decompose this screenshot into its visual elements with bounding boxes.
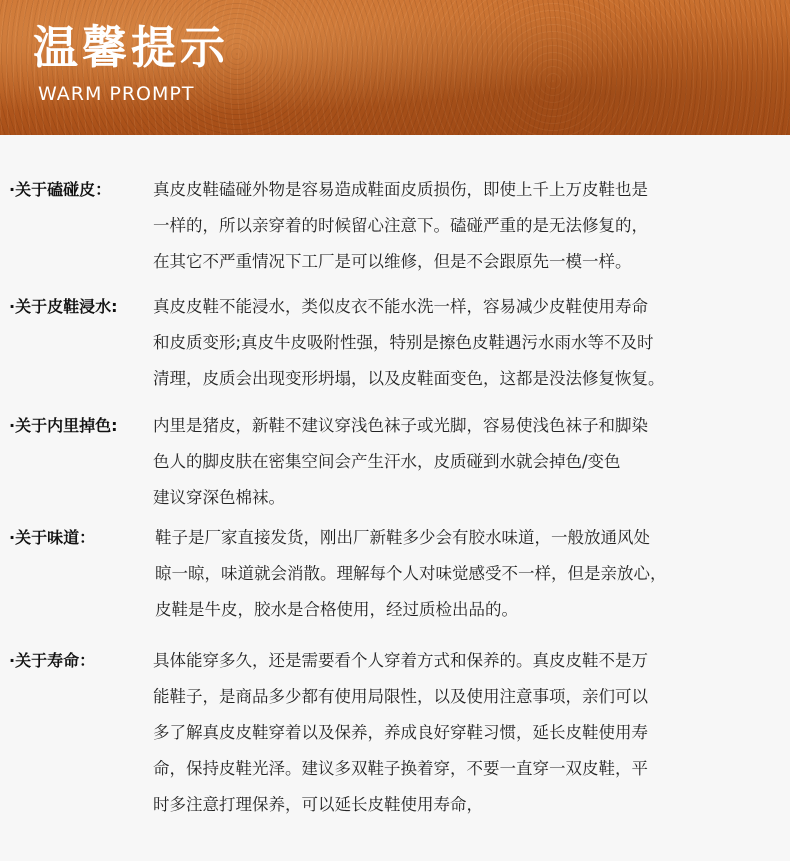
body-line: 建议穿深色棉袜。	[153, 488, 285, 507]
body-line: 命，保持皮鞋光泽。建议多双鞋子换着穿，不要一直穿一双皮鞋，平	[153, 759, 648, 778]
body-line: 皮鞋是牛皮，胶水是合格使用，经过质检出品的。	[155, 600, 518, 619]
section-body	[153, 643, 763, 823]
section-body	[155, 520, 765, 628]
body-line: 在其它不严重情况下工厂是可以维修，但是不会跟原先一模一样。	[153, 252, 632, 271]
section-label: ·关于寿命：	[9, 651, 96, 670]
section-body	[153, 408, 763, 516]
header-banner	[0, 0, 790, 135]
section-label: ·关于味道：	[9, 528, 96, 547]
body-line: 多了解真皮皮鞋穿着以及保养，养成良好穿鞋习惯，延长皮鞋使用寿	[153, 723, 648, 742]
body-line: 色人的脚皮肤在密集空间会产生汗水，皮质碰到水就会掉色/变色	[153, 452, 621, 471]
body-line: 能鞋子，是商品多少都有使用局限性，以及使用注意事项，亲们可以	[153, 687, 648, 706]
section-label: ·关于皮鞋浸水:	[9, 297, 118, 316]
section-body	[153, 289, 763, 397]
body-line: 晾一晾，味道就会消散。理解每个人对味觉感受不一样，但是亲放心，	[155, 564, 667, 583]
body-line: 真皮皮鞋不能浸水，类似皮衣不能水洗一样，容易减少皮鞋使用寿命	[153, 297, 648, 316]
body-line: 和皮质变形;真皮牛皮吸附性强，特别是擦色皮鞋遇污水雨水等不及时	[153, 333, 654, 352]
body-line: 鞋子是厂家直接发货，刚出厂新鞋多少会有胶水味道，一般放通风处	[155, 528, 650, 547]
section-label: ·关于内里掉色:	[9, 416, 118, 435]
body-line: 时多注意打理保养，可以延长皮鞋使用寿命，	[153, 795, 483, 814]
section-label: ·关于磕碰皮：	[9, 180, 112, 199]
body-line: 具体能穿多久，还是需要看个人穿着方式和保养的。真皮皮鞋不是万	[153, 651, 648, 670]
body-line: 内里是猪皮，新鞋不建议穿浅色袜子或光脚，容易使浅色袜子和脚染	[153, 416, 648, 435]
page-title: 温馨提示	[33, 21, 230, 74]
body-line: 一样的，所以亲穿着的时候留心注意下。磕碰严重的是无法修复的，	[153, 216, 648, 235]
section-body	[153, 172, 763, 280]
page-subtitle: WARM PROMPT	[38, 83, 195, 105]
body-line: 真皮皮鞋磕碰外物是容易造成鞋面皮质损伤，即使上千上万皮鞋也是	[153, 180, 648, 199]
body-line: 清理，皮质会出现变形坍塌，以及皮鞋面变色，这都是没法修复恢复。	[153, 369, 665, 388]
